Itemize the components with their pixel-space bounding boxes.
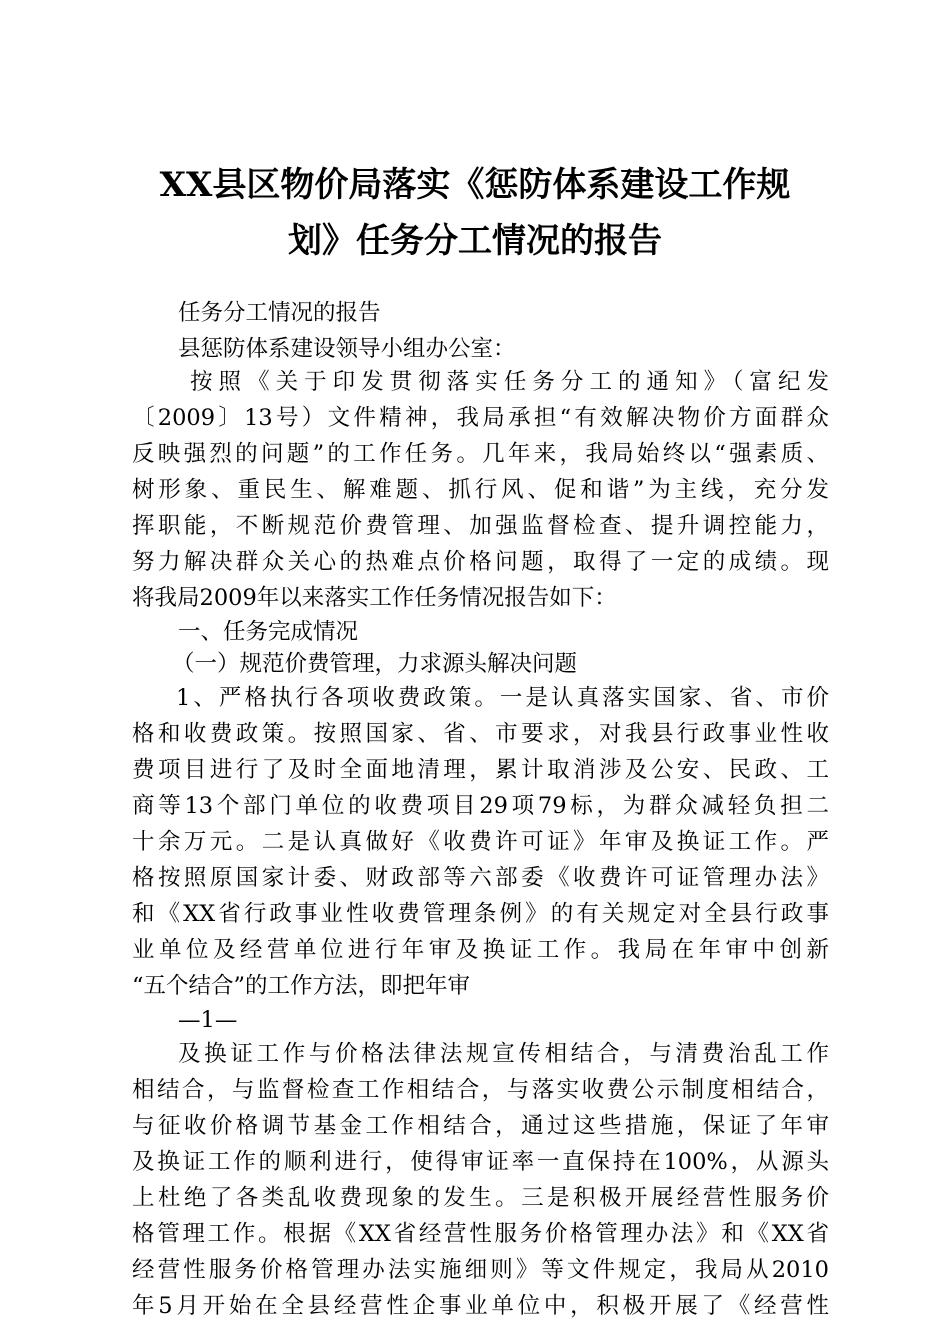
inline-page-number: —1— <box>178 1007 238 1033</box>
paragraph-line: 年5月开始在全县经营性企事业单位中，积极开展了《经营性 <box>132 1293 829 1319</box>
addressee-line: 县惩防体系建设领导小组办公室： <box>178 336 516 362</box>
subsection-heading: （一）规范价费管理，力求源头解决问题 <box>172 651 578 677</box>
paragraph-line: 经营性服务价格管理办法实施细则》等文件规定，我局从2010 <box>132 1257 829 1283</box>
subtitle-line: 任务分工情况的报告 <box>178 300 381 326</box>
paragraph-line: 及换证工作与价格法律法规宣传相结合，与清费治乱工作 <box>178 1041 829 1067</box>
section-heading: 一、任务完成情况 <box>178 619 359 645</box>
paragraph-line: 商等13个部门单位的收费项目29项79标，为群众减轻负担二 <box>132 793 829 819</box>
paragraph-line: 与征收价格调节基金工作相结合，通过这些措施，保证了年审 <box>132 1113 829 1139</box>
paragraph-line: 业单位及经营单位进行年审及换证工作。我局在年审中创新 <box>132 937 829 963</box>
document-title-line-1: XX县区物价局落实《惩防体系建设工作规 <box>159 165 791 205</box>
paragraph-line: 反映强烈的问题”的工作任务。几年来，我局始终以“强素质、 <box>132 441 829 467</box>
paragraph-line: 按照《关于印发贯彻落实任务分工的通知》（富纪发 <box>190 369 829 395</box>
paragraph-line: 及换证工作的顺利进行，使得审证率一直保持在100%，从源头 <box>132 1149 829 1175</box>
paragraph-line: 将我局2009年以来落实工作任务情况报告如下： <box>132 585 617 611</box>
paragraph-line: 上杜绝了各类乱收费现象的发生。三是积极开展经营性服务价 <box>132 1185 829 1211</box>
paragraph-line: 树形象、重民生、解难题、抓行风、促和谐”为主线，充分发 <box>132 477 829 503</box>
paragraph-line: 格和收费政策。按照国家、省、市要求，对我县行政事业性收 <box>132 721 829 747</box>
paragraph-line: 格按照原国家计委、财政部等六部委《收费许可证管理办法》 <box>132 865 829 891</box>
paragraph-line: 十余万元。二是认真做好《收费许可证》年审及换证工作。严 <box>132 829 829 855</box>
paragraph-line: 〔2009〕13号）文件精神，我局承担“有效解决物价方面群众 <box>132 405 829 431</box>
paragraph-line: 1、严格执行各项收费政策。一是认真落实国家、省、市价 <box>176 685 829 711</box>
paragraph-line: 和《XX省行政事业性收费管理条例》的有关规定对全县行政事 <box>132 901 829 927</box>
paragraph-line: 挥职能，不断规范价费管理、加强监督检查、提升调控能力， <box>132 513 829 539</box>
paragraph-line: 努力解决群众关心的热难点价格问题，取得了一定的成绩。现 <box>132 549 829 575</box>
paragraph-line: 费项目进行了及时全面地清理，累计取消涉及公安、民政、工 <box>132 757 829 783</box>
paragraph-line: “五个结合”的工作方法，即把年审 <box>132 973 471 999</box>
paragraph-line: 格管理工作。根据《XX省经营性服务价格管理办法》和《XX省 <box>132 1221 829 1247</box>
paragraph-line: 相结合，与监督检查工作相结合，与落实收费公示制度相结合， <box>132 1077 829 1103</box>
document-title-line-2: 划》任务分工情况的报告 <box>288 221 662 261</box>
